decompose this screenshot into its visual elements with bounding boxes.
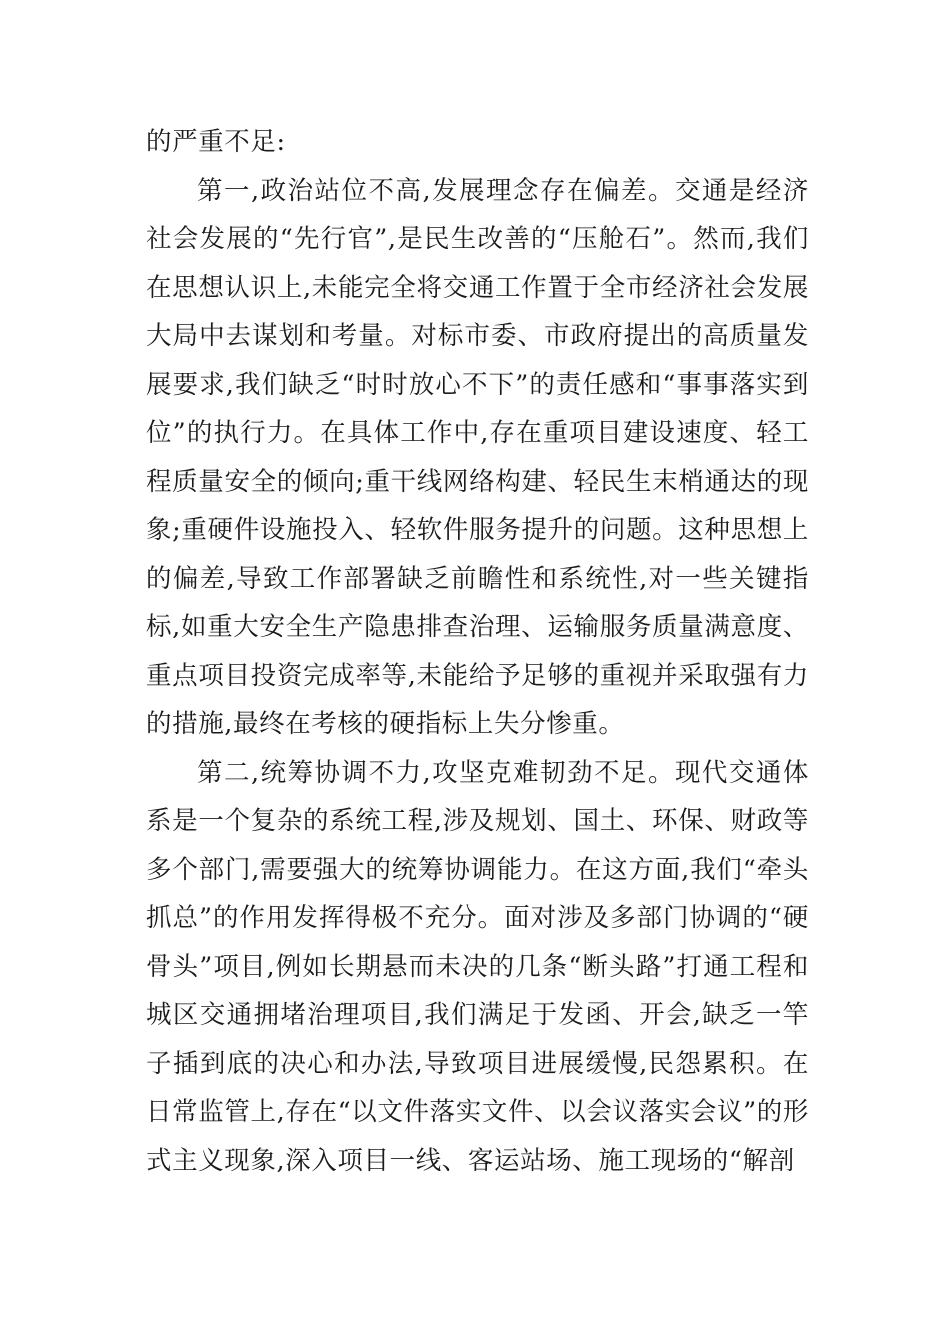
paragraph-first-point: 第一,政治站位不高,发展理念存在偏差。交通是经济社会发展的“先行官”,是民生改善的“压舱石”。然而,我们在思想认识上,未能完全将交通工作置于全市经济社会发展大局中去谋划和考量。对标市委、市政府提出的高质量发展要求,我们缺乏“时时放心不下”的责任感和“事事落实到位”的执行力。在具体工作中,存在重项目建设速度、轻工程质量安全的倾向;重干线网络构建、轻民生末梢通达的现象;重硬件设施投入、轻软件服务提升的问题。这种思想上的偏差,导致工作部署缺乏前瞻性和系统性,对一些关键指标,如重大安全生产隐患排查治理、运输服务质量满意度、重点项目投资完成率等,未能给予足够的重视并采取强有力的措施,最终在考核的硬指标上失分惨重。 — [146, 175, 809, 739]
document-body — [146, 118, 809, 1185]
paragraph-continuation: 的严重不足: — [146, 127, 286, 157]
paragraph-second-point: 第二,统筹协调不力,攻坚克难韧劲不足。现代交通体系是一个复杂的系统工程,涉及规划、国土、环保、财政等多个部门,需要强大的统筹协调能力。在这方面,我们“牵头抓总”的作用发挥得极不充分。面对涉及多部门协调的“硬骨头”项目,例如长期悬而未决的几条“断头路”打通工程和城区交通拥堵治理项目,我们满足于发函、开会,缺乏一竿子插到底的决心和办法,导致项目进展缓慢,民怨累积。在日常监管上,存在“以文件落实文件、以会议落实会议”的形式主义现象,深入项目一线、客运站场、施工现场的“解剖 — [146, 757, 809, 1176]
